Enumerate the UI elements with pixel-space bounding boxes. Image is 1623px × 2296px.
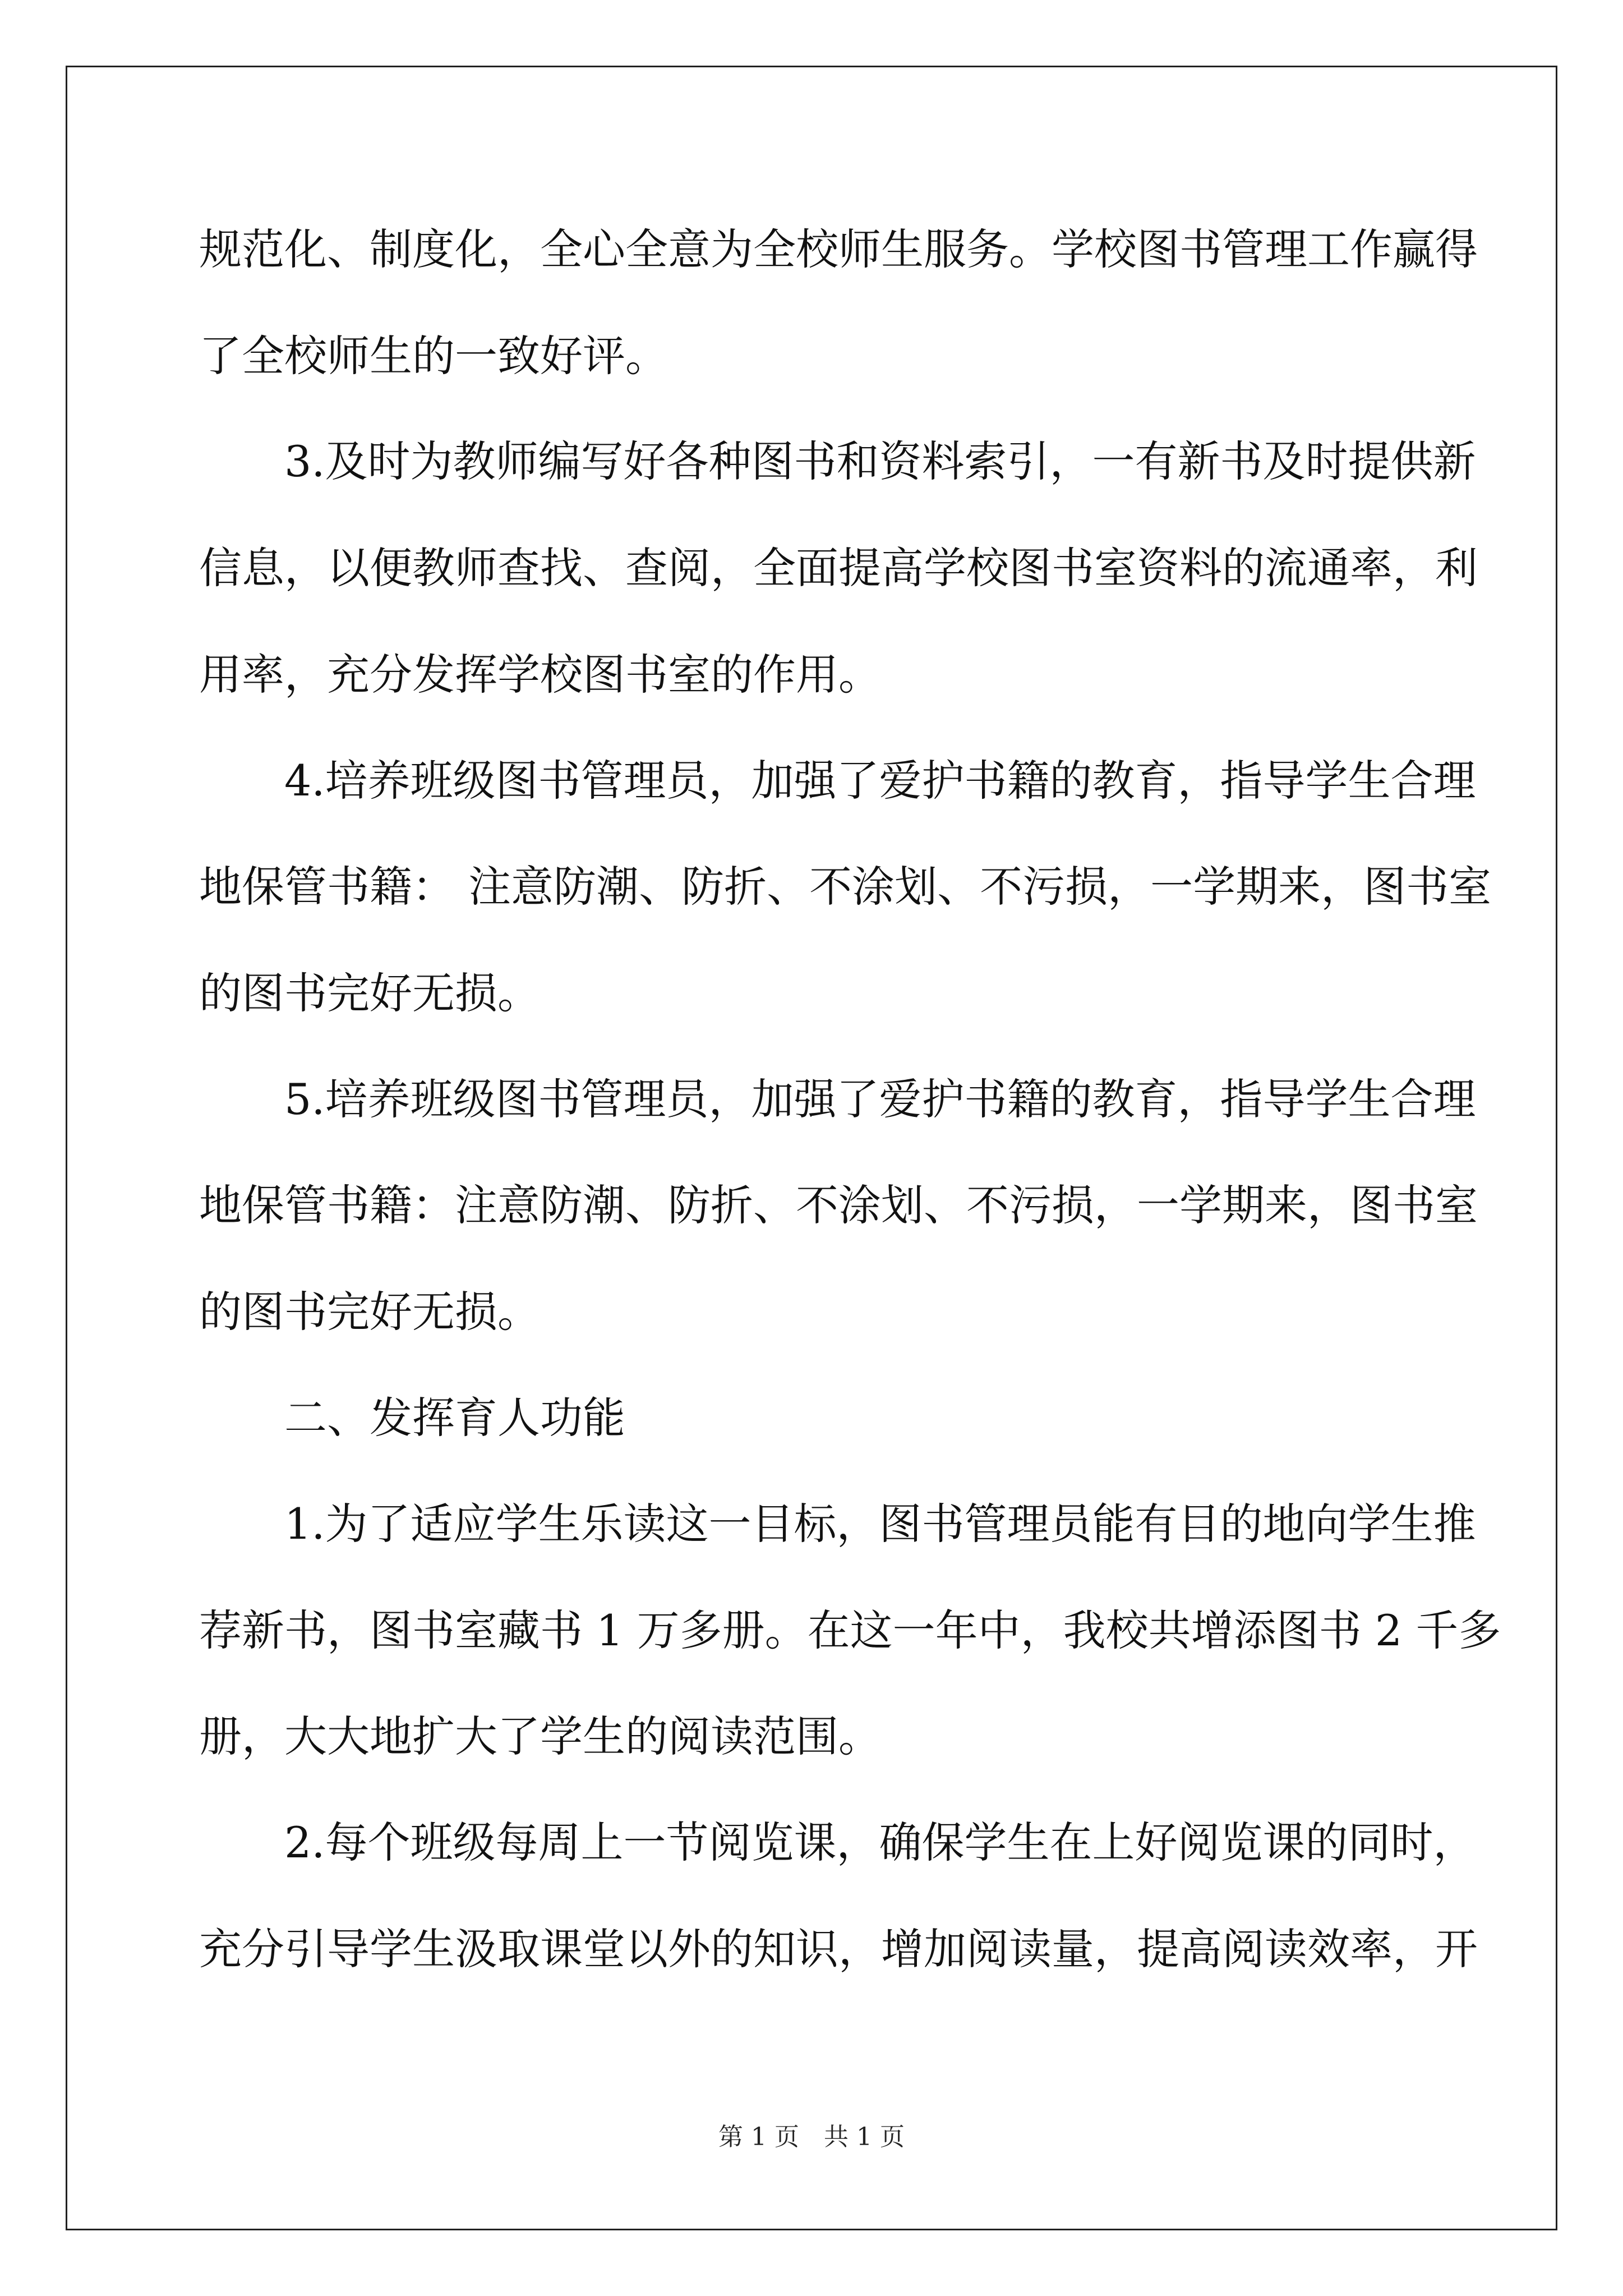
text-line: 地保管书籍：注意防潮、防折、不涂划、不污损，一学期来，图书室: [199, 1180, 1478, 1230]
text-line: 4.培养班级图书管理员，加强了爱护书籍的教育，指导学生合理: [284, 756, 1476, 806]
text-line: 的图书完好无损。: [199, 1287, 540, 1337]
text-line: 1.为了适应学生乐读这一目标，图书管理员能有目的地向学生推: [284, 1499, 1476, 1549]
text-line: 荐新书，图书室藏书 1 万多册。在这一年中，我校共增添图书 2 千多: [199, 1605, 1501, 1655]
text-line: 充分引导学生汲取课堂以外的知识，增加阅读量，提高阅读效率，开: [199, 1924, 1478, 1974]
text-line: 2.每个班级每周上一节阅览课，确保学生在上好阅览课的同时，: [284, 1818, 1476, 1867]
text-line: 册，大大地扩大了学生的阅读范围。: [199, 1711, 881, 1761]
text-line: 用率，充分发挥学校图书室的作用。: [199, 650, 881, 700]
text-line: 的图书完好无损。: [199, 968, 540, 1018]
text-line: 地保管书籍： 注意防潮、防折、不涂划、不污损，一学期来，图书室: [199, 862, 1492, 912]
text-line: 5.培养班级图书管理员，加强了爱护书籍的教育，指导学生合理: [284, 1074, 1476, 1124]
text-line: 3.及时为教师编写好各种图书和资料索引，一有新书及时提供新: [284, 436, 1476, 486]
text-line: 信息，以便教师查找、查阅，全面提高学校图书室资料的流通率，利: [199, 543, 1478, 593]
text-line: 了全校师生的一致好评。: [199, 331, 668, 381]
page-border: [66, 66, 1557, 2230]
page-number-footer: 第 1 页 共 1 页: [718, 2123, 905, 2151]
section-heading: 二、发挥育人功能: [284, 1393, 625, 1443]
text-line: 规范化、制度化，全心全意为全校师生服务。学校图书管理工作赢得: [199, 224, 1478, 274]
